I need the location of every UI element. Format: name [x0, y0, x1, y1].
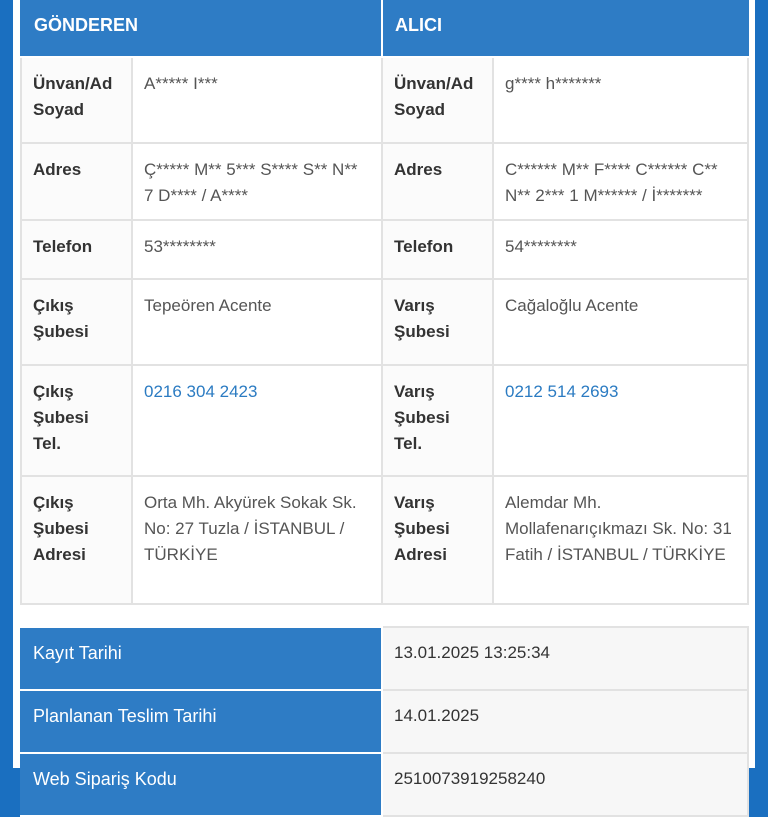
sender-phone-label: Telefon — [21, 220, 132, 279]
sender-phone-value: 53******** — [132, 220, 382, 279]
table-row — [21, 365, 748, 476]
destination-branch-address-label: Varış Şubesi Adresi — [382, 476, 493, 604]
table-row — [21, 279, 748, 365]
destination-branch-phone-cell — [493, 365, 748, 476]
shipment-info-table — [20, 626, 749, 817]
record-date-value: 13.01.2025 13:25:34 — [382, 627, 748, 690]
record-date-label: Kayıt Tarihi — [21, 627, 382, 690]
origin-branch-value: Tepeören Acente — [132, 279, 382, 365]
destination-branch-address-value: Alemdar Mh. Mollafenarıçıkmazı Sk. No: 31 Fatih / İSTANBUL / TÜRKİYE — [493, 476, 748, 604]
receiver-name-value: g**** h******* — [493, 57, 748, 143]
table-row — [21, 220, 748, 279]
receiver-name-label: Ünvan/Ad Soyad — [382, 57, 493, 143]
planned-delivery-value: 14.01.2025 — [382, 690, 748, 753]
sender-header: GÖNDEREN — [21, 0, 382, 57]
table-row — [21, 690, 748, 753]
origin-branch-phone-cell — [132, 365, 382, 476]
shipment-detail-panel — [13, 0, 755, 789]
table-row — [21, 627, 748, 690]
web-order-code-label: Web Sipariş Kodu — [21, 753, 382, 816]
receiver-header: ALICI — [382, 0, 748, 57]
destination-branch-value: Cağaloğlu Acente — [493, 279, 748, 365]
planned-delivery-label: Planlanan Teslim Tarihi — [21, 690, 382, 753]
origin-branch-phone-label: Çıkış Şubesi Tel. — [21, 365, 132, 476]
origin-branch-address-value: Orta Mh. Akyürek Sokak Sk. No: 27 Tuzla / İSTANBUL / TÜRKİYE — [132, 476, 382, 604]
sender-address-label: Adres — [21, 143, 132, 220]
receiver-address-value: C****** M** F**** C****** C** N** 2*** 1 M****** / İ******* — [493, 143, 748, 220]
sender-name-value: A***** I*** — [132, 57, 382, 143]
table-row — [21, 753, 748, 816]
table-row — [21, 476, 748, 604]
origin-branch-phone-link[interactable]: 0216 304 2423 — [144, 382, 258, 401]
destination-branch-label: Varış Şubesi — [382, 279, 493, 365]
table-header-row — [21, 0, 748, 57]
destination-branch-phone-label: Varış Şubesi Tel. — [382, 365, 493, 476]
sender-receiver-table — [20, 0, 749, 605]
receiver-phone-value: 54******** — [493, 220, 748, 279]
origin-branch-address-label: Çıkış Şubesi Adresi — [21, 476, 132, 604]
table-row — [21, 57, 748, 143]
receiver-address-label: Adres — [382, 143, 493, 220]
receiver-phone-label: Telefon — [382, 220, 493, 279]
sender-name-label: Ünvan/Ad Soyad — [21, 57, 132, 143]
sender-address-value: Ç***** M** 5*** S**** S** N** 7 D**** / A**** — [132, 143, 382, 220]
destination-branch-phone-link[interactable]: 0212 514 2693 — [505, 382, 619, 401]
table-row — [21, 143, 748, 220]
origin-branch-label: Çıkış Şubesi — [21, 279, 132, 365]
web-order-code-value: 2510073919258240 — [382, 753, 748, 816]
